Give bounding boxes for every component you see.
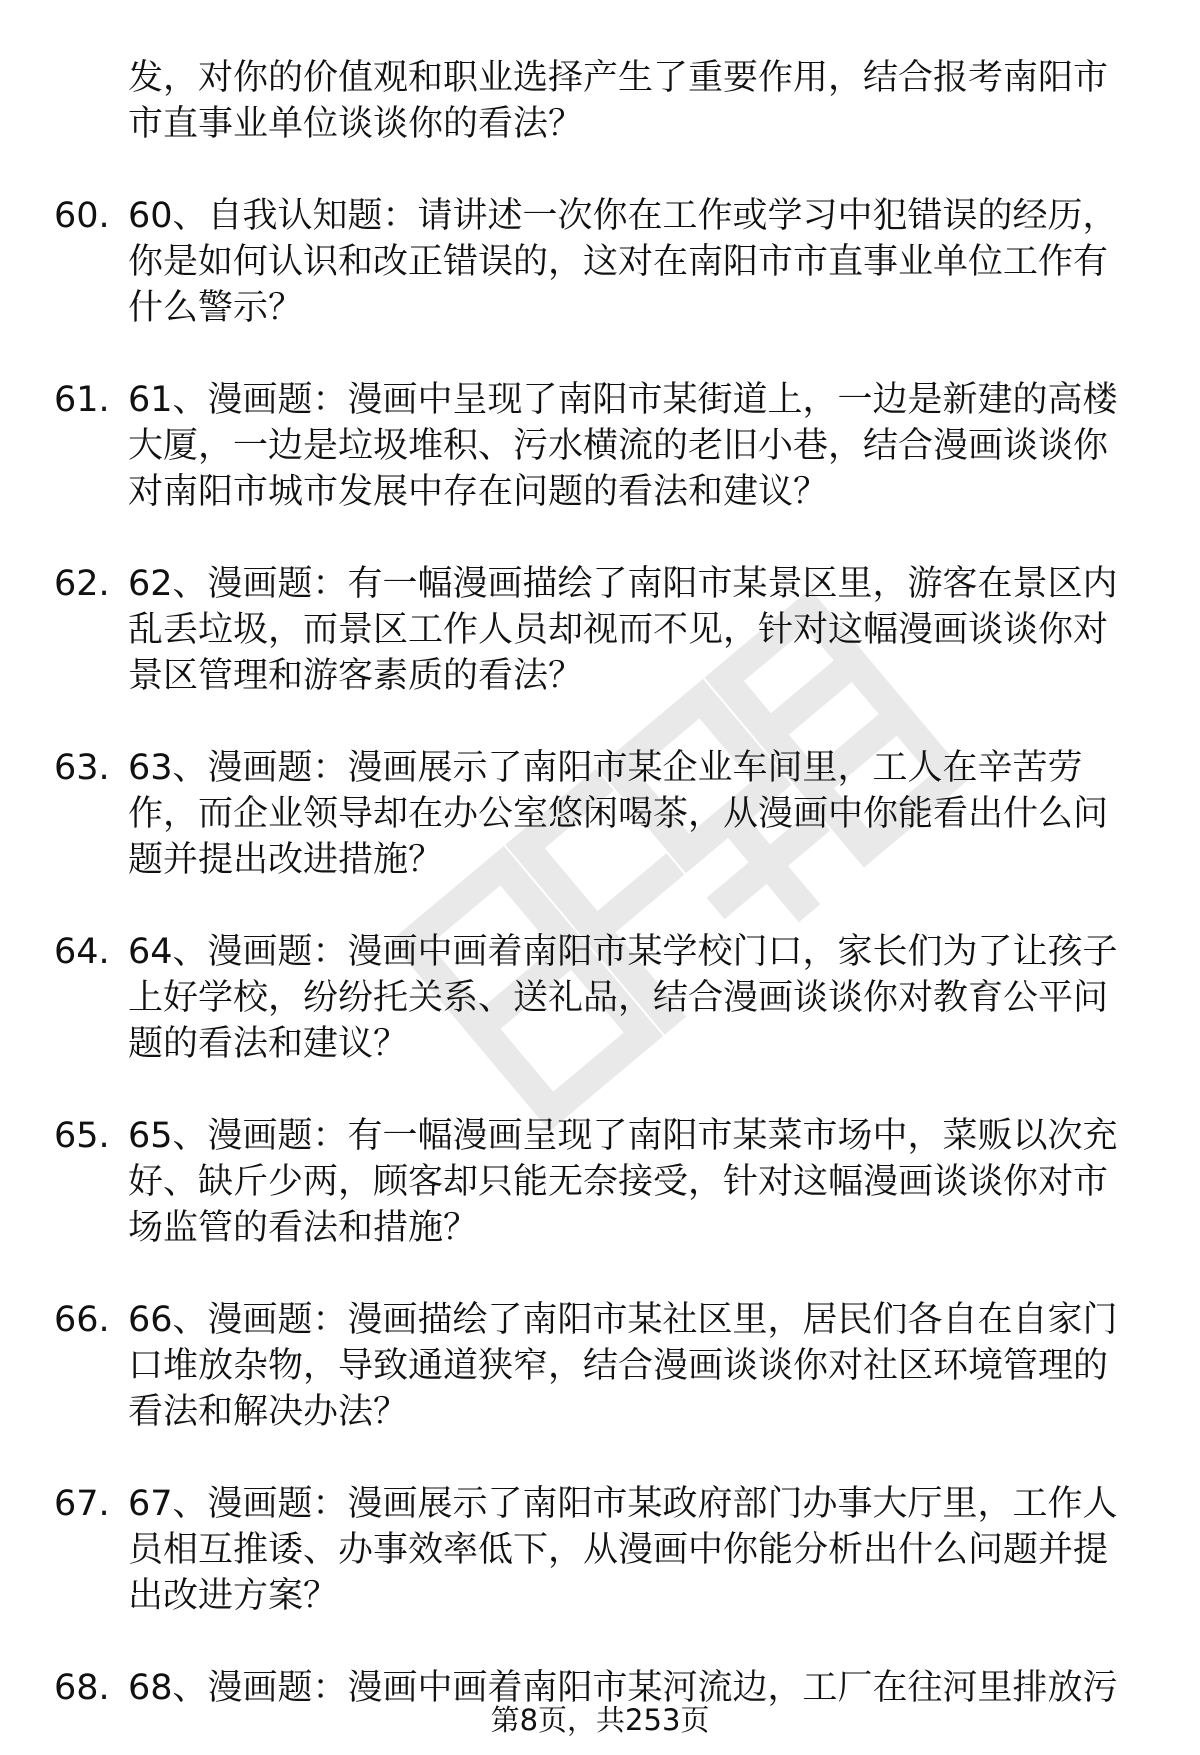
document-body <box>0 55 1200 1755</box>
question-item <box>0 193 1200 331</box>
question-list <box>0 193 1200 1711</box>
question-number: 60. <box>54 196 110 236</box>
question-number: 66. <box>54 1300 110 1340</box>
question-item <box>0 561 1200 699</box>
question-number: 65. <box>54 1116 110 1156</box>
question-number: 61. <box>54 380 110 420</box>
question-text: 62、漫画题：有一幅漫画描绘了南阳市某景区里，游客在景区内乱丢垃圾，而景区工作人员却视而不见，针对这幅漫画谈谈你对景区管理和游客素质的看法？ <box>128 564 1118 696</box>
question-item <box>0 1113 1200 1251</box>
question-item <box>0 929 1200 1067</box>
question-text: 60、自我认知题：请讲述一次你在工作或学习中犯错误的经历，你是如何认识和改正错误的，这对在南阳市市直事业单位工作有什么警示？ <box>128 196 1118 328</box>
question-text: 61、漫画题：漫画中呈现了南阳市某街道上，一边是新建的高楼大厦，一边是垃圾堆积、污水横流的老旧小巷，结合漫画谈谈你对南阳市城市发展中存在问题的看法和建议？ <box>128 380 1118 512</box>
question-item <box>0 1297 1200 1435</box>
page-footer: 第8页，共253页 <box>490 1703 710 1737</box>
question-text: 64、漫画题：漫画中画着南阳市某学校门口，家长们为了让孩子上好学校，纷纷托关系、送礼品，结合漫画谈谈你对教育公平问题的看法和建议？ <box>128 932 1118 1064</box>
question-number: 64. <box>54 932 110 972</box>
continuation-paragraph: 发，对你的价值观和职业选择产生了重要作用，结合报考南阳市市直事业单位谈谈你的看法？ <box>128 58 1109 144</box>
question-text: 66、漫画题：漫画描绘了南阳市某社区里，居民们各自在自家门口堆放杂物，导致通道狭窄，结合漫画谈谈你对社区环境管理的看法和解决办法？ <box>128 1300 1118 1432</box>
question-text: 63、漫画题：漫画展示了南阳市某企业车间里，工人在辛苦劳作，而企业领导却在办公室悠闲喝茶，从漫画中你能看出什么问题并提出改进措施？ <box>128 748 1109 880</box>
question-item <box>0 745 1200 883</box>
question-text: 65、漫画题：有一幅漫画呈现了南阳市某菜市场中，菜贩以次充好、缺斤少两，顾客却只能无奈接受，针对这幅漫画谈谈你对市场监管的看法和措施？ <box>128 1116 1118 1248</box>
question-number: 68. <box>54 1668 110 1708</box>
question-number: 63. <box>54 748 110 788</box>
question-item <box>0 1481 1200 1619</box>
question-number: 67. <box>54 1484 110 1524</box>
question-item <box>0 377 1200 515</box>
question-number: 62. <box>54 564 110 604</box>
question-text: 67、漫画题：漫画展示了南阳市某政府部门办事大厅里，工作人员相互推诿、办事效率低下，从漫画中你能分析出什么问题并提出改进方案？ <box>128 1484 1118 1616</box>
question-text: 68、漫画题：漫画中画着南阳市某河流边，工厂在往河里排放污 <box>128 1668 1118 1708</box>
